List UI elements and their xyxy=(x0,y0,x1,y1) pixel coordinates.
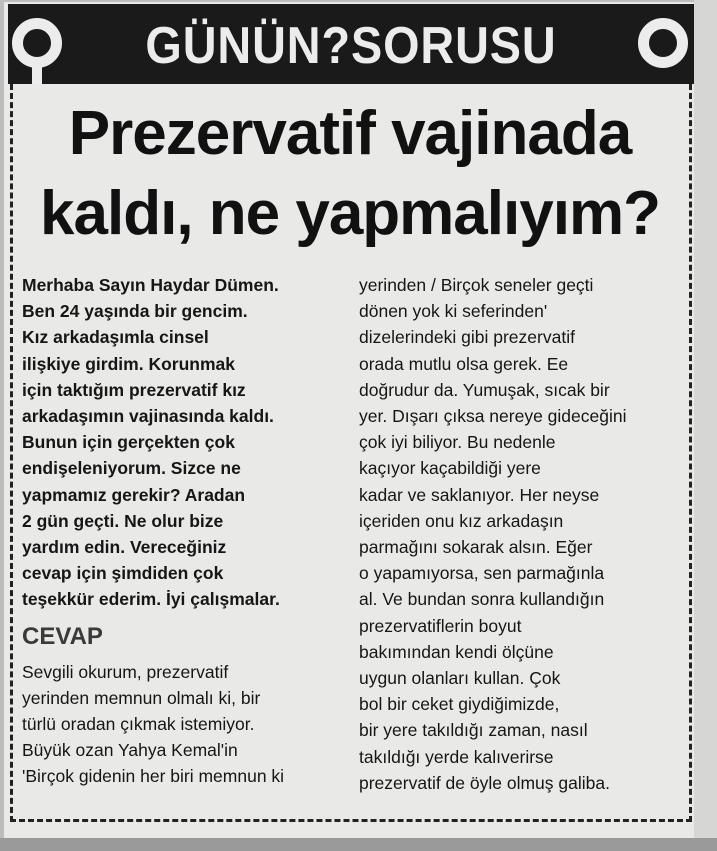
answer-line: yerinden memnun olmalı ki, bir xyxy=(22,687,261,708)
question-line: ilişkiye girdim. Korunmak xyxy=(22,353,235,374)
left-column xyxy=(22,272,342,790)
question-line: 2 gün geçti. Ne olur bize xyxy=(22,510,224,531)
answer-line: 'Birçok gidenin her biri memnun ki xyxy=(22,766,285,787)
answer-line: doğrudur da. Yumuşak, sıcak bir xyxy=(359,379,610,400)
question-line: cevap için şimdiden çok xyxy=(22,563,224,584)
headline-line: kaldı, ne yapmalıyım? xyxy=(40,179,660,248)
answer-line: bir yere takıldığı zaman, nasıl xyxy=(359,720,588,741)
answer-line: prezervatiflerin boyut xyxy=(359,615,522,636)
answer-line: al. Ve bundan sonra kullandığın xyxy=(359,589,605,610)
headline-line: Prezervatif vajinada xyxy=(68,99,632,168)
answer-line: yer. Dışarı çıksa nereye gideceğini xyxy=(359,406,627,427)
answer-line: Sevgili okurum, prezervatif xyxy=(22,661,229,682)
answer-line: uygun olanları kullan. Çok xyxy=(359,668,561,689)
answer-line: çok iyi biliyor. Bu nedenle xyxy=(359,432,556,453)
answer-line: bakımından kendi ölçüne xyxy=(359,641,554,662)
question-line: Ben 24 yaşında bir gencim. xyxy=(22,301,248,322)
question-line: yardım edin. Vereceğiniz xyxy=(22,537,227,558)
question-line: Merhaba Sayın Haydar Dümen. xyxy=(22,275,279,295)
answer-line: dönen yok ki seferinden' xyxy=(359,301,548,322)
answer-heading: CEVAP xyxy=(22,622,103,650)
column-banner xyxy=(8,4,694,84)
answer-line: Büyük ozan Yahya Kemal'in xyxy=(22,740,238,761)
answer-line: kadar ve saklanıyor. Her neyse xyxy=(359,484,600,505)
scan-border xyxy=(0,838,717,851)
question-line: Bunun için gerçekten çok xyxy=(22,432,235,453)
right-column xyxy=(359,272,677,796)
answer-text-right xyxy=(359,272,677,796)
ring-ornament-right-icon xyxy=(638,18,688,68)
answer-line: içeriden onu kız arkadaşın xyxy=(359,510,564,531)
answer-line: parmağını sokarak alsın. Eğer xyxy=(359,537,593,558)
question-line: arkadaşımın vajinasında kaldı. xyxy=(22,406,274,427)
answer-text-left xyxy=(22,659,342,790)
question-line: Kız arkadaşımla cinsel xyxy=(22,327,209,348)
question-line: için taktığım prezervatif kız xyxy=(22,379,246,400)
answer-line: türlü oradan çıkmak istemiyor. xyxy=(22,714,255,735)
answer-line: takıldığı yerde kalıverirse xyxy=(359,746,554,767)
article-headline xyxy=(20,94,680,254)
question-line: teşekkür ederim. İyi çalışmalar. xyxy=(22,589,280,610)
answer-line: dizelerindeki gibi prezervatif xyxy=(359,327,575,348)
answer-line: orada mutlu olsa gerek. Ee xyxy=(359,353,569,374)
answer-line: yerinden / Birçok seneler geçti xyxy=(359,275,594,295)
answer-line: kaçıyor kaçabildiği yere xyxy=(359,458,541,479)
ring-stem-left-icon xyxy=(32,62,42,84)
banner-title: GÜNÜN?SORUSU xyxy=(145,17,557,75)
adjacent-page-edge xyxy=(694,0,717,851)
question-line: endişeleniyorum. Sizce ne xyxy=(22,458,241,479)
answer-line: bol bir ceket giydiğimizde, xyxy=(359,694,560,715)
answer-line: prezervatif de öyle olmuş galiba. xyxy=(359,772,610,793)
question-line: yapmamız gerekir? Aradan xyxy=(22,484,246,505)
reader-question xyxy=(22,272,342,613)
answer-line: o yapamıyorsa, sen parmağınla xyxy=(359,563,605,584)
